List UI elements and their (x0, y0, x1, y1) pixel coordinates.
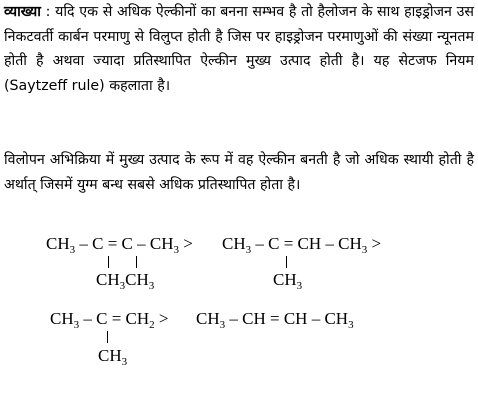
alkene-a-bond-1 (108, 256, 109, 268)
explanation-paragraph (4, 0, 474, 98)
alkene-a-bond-2 (136, 256, 137, 268)
explanation-term: व्याख्या (4, 4, 41, 20)
alkene-a-substituents: $CH_3CH_3$ (96, 270, 155, 292)
alkene-c-substituent: $CH_3$ (98, 346, 128, 368)
elimination-paragraph: विलोपन अभिक्रिया में मुख्य उत्पाद के रूप में वह ऐल्कीन बनती है जो अधिक स्थायी होती है अर्थात् जिसमें युग्म बन्ध सबसे अधिक प्रतिस्थापित होता है। (4, 152, 474, 193)
alkene-b-bond (286, 256, 287, 268)
alkene-c-formula: $CH_3 - C = CH_2$ > (50, 309, 169, 331)
alkene-b-formula: $CH_3$ – C = CH – $CH_3$ > (222, 234, 382, 256)
alkene-c-bond (107, 331, 108, 343)
alkene-a-formula: $CH_3 - C = C - CH_3$ > (46, 234, 193, 256)
term-separator: : (40, 4, 56, 20)
saytzeff-rule-text: यदि एक से अधिक ऐल्कीनों का बनना सम्भव है तो हैलोजन के साथ हाइड्रोजन उस निकटवर्ती कार्बन परमाणु से विलुप्त होती है जिस पर हाइड्रोजन परमाणुओं की संख्या न्यूनतम होती है अथवा ज्यादा प्रतिस्थापित ऐल्कीन मुख्य उत्पाद होती है। यह सेटजफ नियम (Saytzeff rule) कहलाता है। (4, 4, 474, 94)
alkene-d-formula: $CH_3$ – CH = CH – $CH_3$ (196, 309, 354, 331)
alkene-b-substituent: $CH_3$ (273, 270, 303, 292)
